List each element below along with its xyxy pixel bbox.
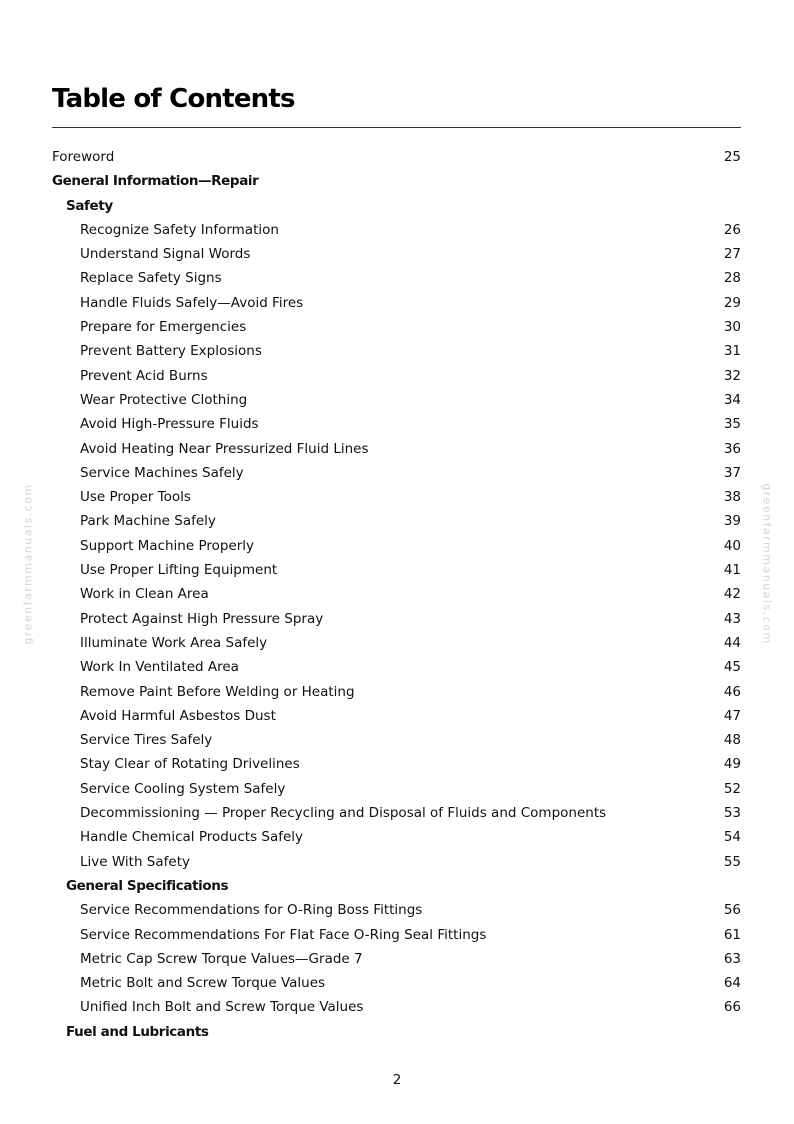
page-title: Table of Contents <box>52 84 295 114</box>
toc-entry-label: Metric Bolt and Screw Torque Values <box>80 975 326 992</box>
toc-entry-label: Use Proper Tools <box>80 489 191 506</box>
toc-entry-page-number: 52 <box>723 780 741 797</box>
toc-section-heading <box>52 194 741 218</box>
toc-entry-label: Prevent Acid Burns <box>80 367 208 384</box>
toc-entry-label: Understand Signal Words <box>80 246 251 263</box>
toc-entry[interactable] <box>52 947 741 971</box>
toc-entry-page-number: 26 <box>723 221 741 238</box>
toc-entry-page-number: 54 <box>723 829 741 846</box>
toc-entry-page-number: 63 <box>723 950 741 967</box>
toc-entry-label: Work In Ventilated Area <box>80 659 239 676</box>
toc-entry-label: Prepare for Emergencies <box>80 319 247 336</box>
toc-entry[interactable] <box>52 315 741 339</box>
toc-entry-page-number: 34 <box>723 391 741 408</box>
toc-entry-page-number: 61 <box>723 926 741 943</box>
toc-entry[interactable] <box>52 728 741 752</box>
toc-entry-label: Work in Clean Area <box>80 586 209 603</box>
toc-section-heading <box>52 874 741 898</box>
table-of-contents <box>52 145 741 1044</box>
toc-entry-label: Live With Safety <box>80 853 190 870</box>
toc-entry[interactable] <box>52 242 741 266</box>
toc-entry-page-number: 53 <box>723 805 741 822</box>
toc-entry[interactable] <box>52 607 741 631</box>
toc-entry-label: Service Recommendations for O-Ring Boss Fittings <box>80 902 423 919</box>
toc-entry-page-number: 64 <box>723 975 741 992</box>
toc-entry-label: General Specifications <box>66 877 229 894</box>
toc-entry-label: Prevent Battery Explosions <box>80 343 262 360</box>
toc-entry-page-number: 47 <box>723 707 741 724</box>
toc-entry[interactable] <box>52 655 741 679</box>
toc-entry[interactable] <box>52 509 741 533</box>
toc-entry-label: Service Tires Safely <box>80 732 213 749</box>
toc-entry-page-number: 30 <box>723 319 741 336</box>
toc-section-heading <box>52 169 741 193</box>
toc-entry[interactable] <box>52 582 741 606</box>
toc-entry-page-number: 43 <box>723 610 741 627</box>
toc-entry-label: Support Machine Properly <box>80 537 255 554</box>
toc-entry-page-number: 56 <box>723 902 741 919</box>
toc-entry-page-number: 38 <box>723 489 741 506</box>
toc-entry-page-number: 35 <box>723 416 741 433</box>
toc-entry[interactable] <box>52 364 741 388</box>
toc-entry[interactable] <box>52 437 741 461</box>
toc-entry-page-number: 45 <box>723 659 741 676</box>
watermark-right: greenfarmmanuals.com <box>760 483 774 645</box>
toc-entry-page-number: 27 <box>723 246 741 263</box>
toc-entry-label: Foreword <box>52 149 115 165</box>
toc-entry[interactable] <box>52 558 741 582</box>
toc-entry-page-number: 48 <box>723 732 741 749</box>
toc-entry-label: Avoid Heating Near Pressurized Fluid Lines <box>80 440 369 457</box>
toc-entry-page-number: 29 <box>723 294 741 311</box>
toc-section-heading <box>52 1020 741 1044</box>
toc-entry-label: Recognize Safety Information <box>80 221 279 238</box>
toc-entry[interactable] <box>52 850 741 874</box>
toc-entry-page-number: 55 <box>723 853 741 870</box>
toc-entry-page-number: 44 <box>723 634 741 651</box>
toc-entry[interactable] <box>52 631 741 655</box>
toc-entry[interactable] <box>52 777 741 801</box>
toc-entry-label: Illuminate Work Area Safely <box>80 634 268 651</box>
toc-entry[interactable] <box>52 291 741 315</box>
toc-entry[interactable] <box>52 971 741 995</box>
toc-entry[interactable] <box>52 680 741 704</box>
toc-entry-label: Unified Inch Bolt and Screw Torque Values <box>80 999 364 1016</box>
toc-entry-page-number: 31 <box>723 343 741 360</box>
toc-entry-page-number: 66 <box>723 999 741 1016</box>
toc-entry[interactable] <box>52 898 741 922</box>
toc-entry-label: Fuel and Lubricants <box>66 1023 209 1040</box>
toc-entry[interactable] <box>52 266 741 290</box>
toc-entry-page-number: 42 <box>723 586 741 603</box>
watermark-left: greenfarmmanuals.com <box>21 483 35 645</box>
toc-entry[interactable] <box>52 752 741 776</box>
toc-entry[interactable] <box>52 923 741 947</box>
toc-entry-label: General Information—Repair <box>52 173 259 190</box>
toc-entry-page-number: 28 <box>723 270 741 287</box>
toc-entry[interactable] <box>52 461 741 485</box>
toc-entry[interactable] <box>52 388 741 412</box>
toc-entry[interactable] <box>52 534 741 558</box>
toc-entry-page-number: 46 <box>723 683 741 700</box>
toc-entry-label: Handle Chemical Products Safely <box>80 829 304 846</box>
toc-entry-label: Protect Against High Pressure Spray <box>80 610 324 627</box>
toc-entry-page-number: 39 <box>723 513 741 530</box>
toc-entry[interactable] <box>52 485 741 509</box>
toc-entry-label: Safety <box>66 197 113 214</box>
toc-entry[interactable] <box>52 801 741 825</box>
toc-entry-page-number: 41 <box>723 562 741 579</box>
toc-entry-label: Replace Safety Signs <box>80 270 222 287</box>
toc-entry-label: Decommissioning — Proper Recycling and Disposal of Fluids and Components <box>80 805 607 822</box>
toc-entry-page-number: 36 <box>723 440 741 457</box>
toc-entry-label: Stay Clear of Rotating Drivelines <box>80 756 300 773</box>
toc-entry[interactable] <box>52 339 741 363</box>
toc-entry-label: Service Recommendations For Flat Face O-Ring Seal Fittings <box>80 926 487 943</box>
toc-entry[interactable] <box>52 704 741 728</box>
title-divider <box>52 127 741 128</box>
toc-entry-label: Use Proper Lifting Equipment <box>80 562 278 579</box>
toc-entry-label: Avoid High-Pressure Fluids <box>80 416 259 433</box>
toc-entry-label: Avoid Harmful Asbestos Dust <box>80 707 276 724</box>
toc-entry-label: Handle Fluids Safely—Avoid Fires <box>80 294 304 311</box>
toc-entry-page-number: 25 <box>723 149 741 165</box>
toc-entry[interactable] <box>52 218 741 242</box>
toc-entry-label: Service Machines Safely <box>80 464 244 481</box>
toc-entry[interactable] <box>52 825 741 849</box>
toc-entry-label: Remove Paint Before Welding or Heating <box>80 683 355 700</box>
toc-entry-label: Park Machine Safely <box>80 513 216 530</box>
toc-entry-label: Metric Cap Screw Torque Values—Grade 7 <box>80 950 363 967</box>
toc-entry-page-number: 32 <box>723 367 741 384</box>
page-number: 2 <box>392 1072 402 1088</box>
toc-entry[interactable] <box>52 995 741 1019</box>
toc-entry-page-number: 40 <box>723 537 741 554</box>
toc-entry[interactable] <box>52 412 741 436</box>
toc-entry-page-number: 49 <box>723 756 741 773</box>
toc-entry-page-number: 37 <box>723 464 741 481</box>
toc-entry-label: Service Cooling System Safely <box>80 780 286 797</box>
toc-entry-label: Wear Protective Clothing <box>80 391 248 408</box>
toc-entry[interactable] <box>52 145 741 169</box>
